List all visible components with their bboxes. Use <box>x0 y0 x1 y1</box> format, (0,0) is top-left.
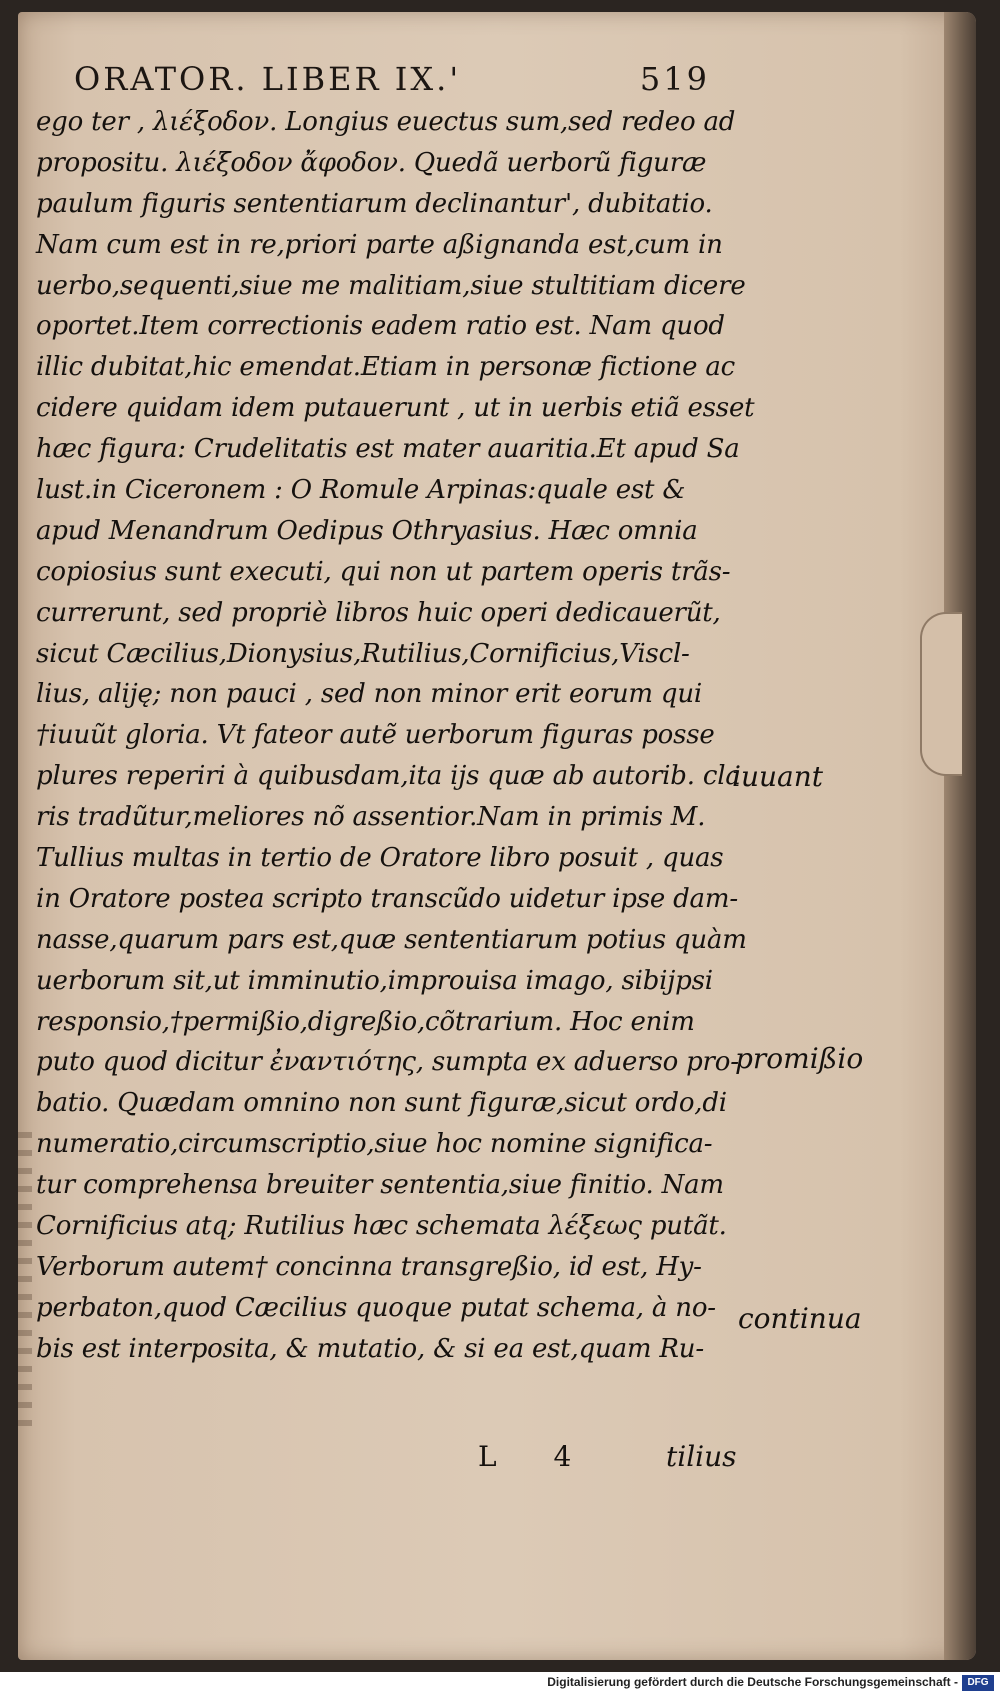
footer-credit: Digitalisierung gefördert durch die Deutsche Forschungsgemeinschaft - <box>547 1675 958 1689</box>
text-line: copiosius sunt executi, qui non ut partem operis trãs- <box>36 556 731 587</box>
text-line: sicut Cæcilius,Dionysius,Rutilius,Cornificius,Viscl- <box>36 638 690 669</box>
catchword: tilius <box>666 1440 737 1473</box>
marginal-note-iuuant: iuuant <box>732 760 823 793</box>
text-line: tur comprehensa breuiter sententia,siue finitio. Nam <box>36 1170 724 1201</box>
running-header <box>74 60 714 100</box>
main-text-block <box>36 102 755 1370</box>
text-line: Verborum autem† concinna transgreßio, id est, Hy- <box>36 1251 702 1282</box>
page-edge <box>944 12 976 1660</box>
running-title: ORATOR. LIBER IX.' <box>74 60 462 98</box>
text-line: currerunt, sed propriè libros huic operi dedicauerũt, <box>36 597 721 628</box>
text-line: hæc figura: Crudelitatis est mater auaritia.Et apud Sa <box>36 434 740 465</box>
text-line: Nam cum est in re,priori parte aßignanda est,cum in <box>36 229 723 260</box>
signature-mark: L 4 <box>478 1440 596 1473</box>
text-line: uerbo,sequenti,siue me malitiam,siue stultitiam dicere <box>36 270 746 301</box>
text-line: perbaton,quod Cæcilius quoque putat schema, à no- <box>36 1292 716 1323</box>
page-tab-notch <box>920 612 962 776</box>
marginal-note-promissio: promißio <box>735 1042 864 1075</box>
page-number: 519 <box>639 60 710 98</box>
digitization-footer <box>0 1672 1000 1696</box>
text-line: lius, aliję; non pauci , sed non minor erit eorum qui <box>36 679 703 710</box>
binding-marks <box>18 1132 32 1432</box>
text-line: uerborum sit,ut imminutio,improuisa imago, sibijpsi <box>36 965 713 996</box>
text-line: oportet.Item correctionis eadem ratio est. Nam quod <box>36 311 725 342</box>
text-line: cidere quidam idem putauerunt , ut in uerbis etiã esset <box>36 393 755 424</box>
text-line: illic dubitat,hic emendat.Etiam in personæ fictione ac <box>36 352 735 383</box>
text-line: ego ter , λιέξοδον. Longius euectus sum,sed redeo ad <box>36 107 736 137</box>
text-line: Tullius multas in tertio de Oratore libro posuit , quas <box>36 843 724 874</box>
text-line: paulum figuris sententiarum declinantur', dubitatio. <box>36 188 713 219</box>
text-line: ris tradũtur,meliores nõ assentior.Nam in primis M. <box>36 802 706 833</box>
dfg-logo: DFG <box>962 1675 994 1691</box>
text-line: lust.in Ciceronem : O Romule Arpinas:quale est & <box>36 475 686 506</box>
text-line: propositu. λιέξοδον ἄφοδον. Quedã uerborũ figuræ <box>36 147 707 178</box>
marginal-note-continua: continua <box>738 1302 862 1335</box>
text-line: bis est interposita, & mutatio, & si ea est,quam Ru- <box>36 1333 704 1364</box>
text-line: plures reperiri à quibusdam,ita ijs quæ ab autorib. cla <box>36 761 741 792</box>
text-line: puto quod dicitur ἐναντιότης, sumpta ex aduerso pro- <box>36 1047 739 1078</box>
text-line: batio. Quædam omnino non sunt figuræ,sicut ordo,di <box>36 1088 727 1119</box>
text-line: responsio,†permißio,digreßio,cõtrarium. Hoc enim <box>36 1006 695 1037</box>
text-line: nasse,quarum pars est,quæ sententiarum potius quàm <box>36 924 747 955</box>
text-line: †iuuũt gloria. Vt fateor autẽ uerborum figuras posse <box>36 720 715 751</box>
text-line: Cornificius atq; Rutilius hæc schemata λέξεως putãt. <box>36 1211 727 1242</box>
text-line: apud Menandrum Oedipus Othryasius. Hæc omnia <box>36 515 698 546</box>
text-line: in Oratore postea scripto transcũdo uidetur ipse dam- <box>36 883 738 914</box>
text-line: numeratio,circumscriptio,siue hoc nomine significa- <box>36 1129 713 1160</box>
